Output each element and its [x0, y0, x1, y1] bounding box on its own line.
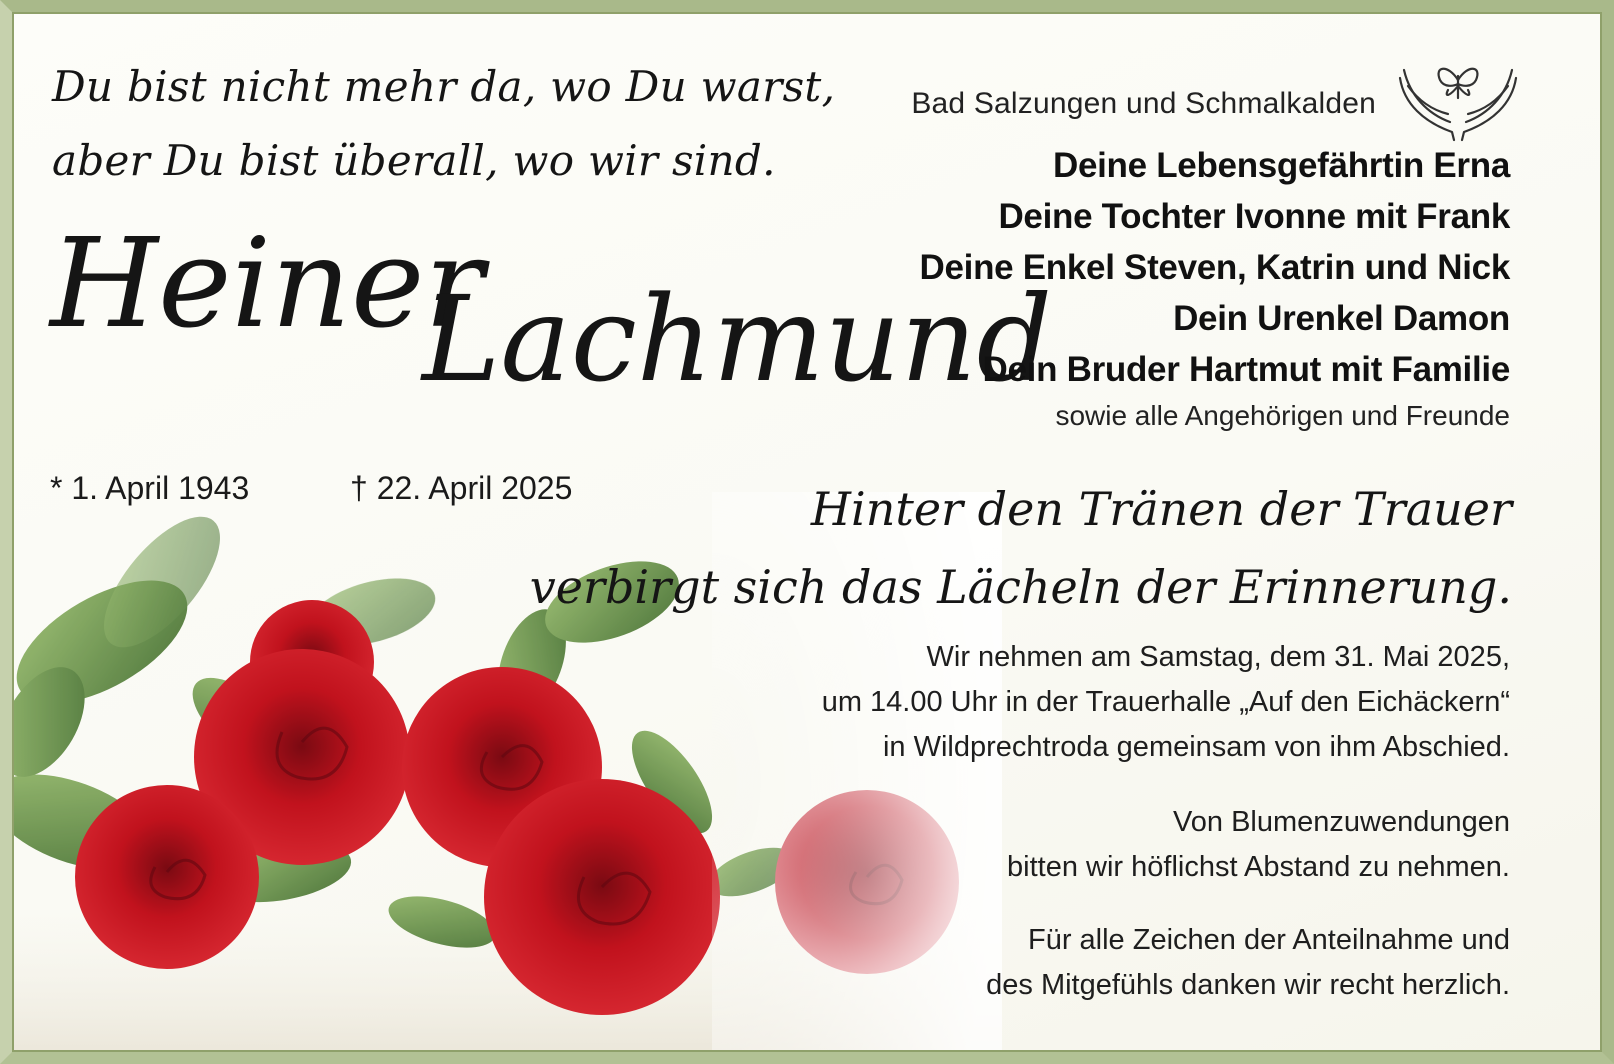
- deceased-last-name: Lachmund: [422, 270, 1053, 408]
- relatives-line: sowie alle Angehörigen und Freunde: [1055, 400, 1510, 431]
- family-member: Deine Enkel Steven, Katrin und Nick: [919, 248, 1510, 287]
- thanks-notice: [986, 918, 1510, 1008]
- family-member: Dein Bruder Hartmut mit Familie: [982, 350, 1510, 389]
- quote-line-2: verbirgt sich das Lächeln der Erinnerung.: [529, 560, 1512, 614]
- birth-date: * 1. April 1943: [50, 470, 250, 506]
- thanks-line: des Mitgefühls danken wir recht herzlich.: [986, 969, 1510, 1001]
- flowers-line: bitten wir höflichst Abstand zu nehmen.: [1007, 851, 1510, 883]
- death-date: † 22. April 2025: [350, 470, 573, 506]
- flowers-notice: [1007, 800, 1510, 890]
- service-line: in Wildprechtroda gemeinsam von ihm Abschied.: [882, 731, 1510, 763]
- thanks-line: Für alle Zeichen der Anteilnahme und: [1027, 924, 1510, 956]
- hands-butterfly-icon: [1394, 56, 1522, 152]
- header-region: [911, 56, 1522, 152]
- region-name: Bad Salzungen und Schmalkalden: [911, 87, 1376, 120]
- family-member: Deine Lebensgefährtin Erna: [1052, 146, 1510, 185]
- service-line: um 14.00 Uhr in der Trauerhalle „Auf den Eichäckern“: [821, 686, 1510, 718]
- funeral-service-notice: [822, 635, 1510, 770]
- motto-line-2: aber Du bist überall, wo wir sind.: [52, 136, 776, 185]
- service-line: Wir nehmen am Samstag, dem 31. Mai 2025,: [926, 641, 1510, 673]
- family-member: Deine Tochter Ivonne mit Frank: [998, 197, 1510, 236]
- flowers-line: Von Blumenzuwendungen: [1173, 806, 1510, 838]
- motto-line-1: Du bist nicht mehr da, wo Du warst,: [52, 62, 836, 111]
- quote-line-1: Hinter den Tränen der Trauer: [810, 482, 1512, 536]
- family-list: [920, 140, 1511, 395]
- family-member: Dein Urenkel Damon: [1173, 299, 1510, 338]
- deceased-first-name: Heiner: [50, 212, 484, 356]
